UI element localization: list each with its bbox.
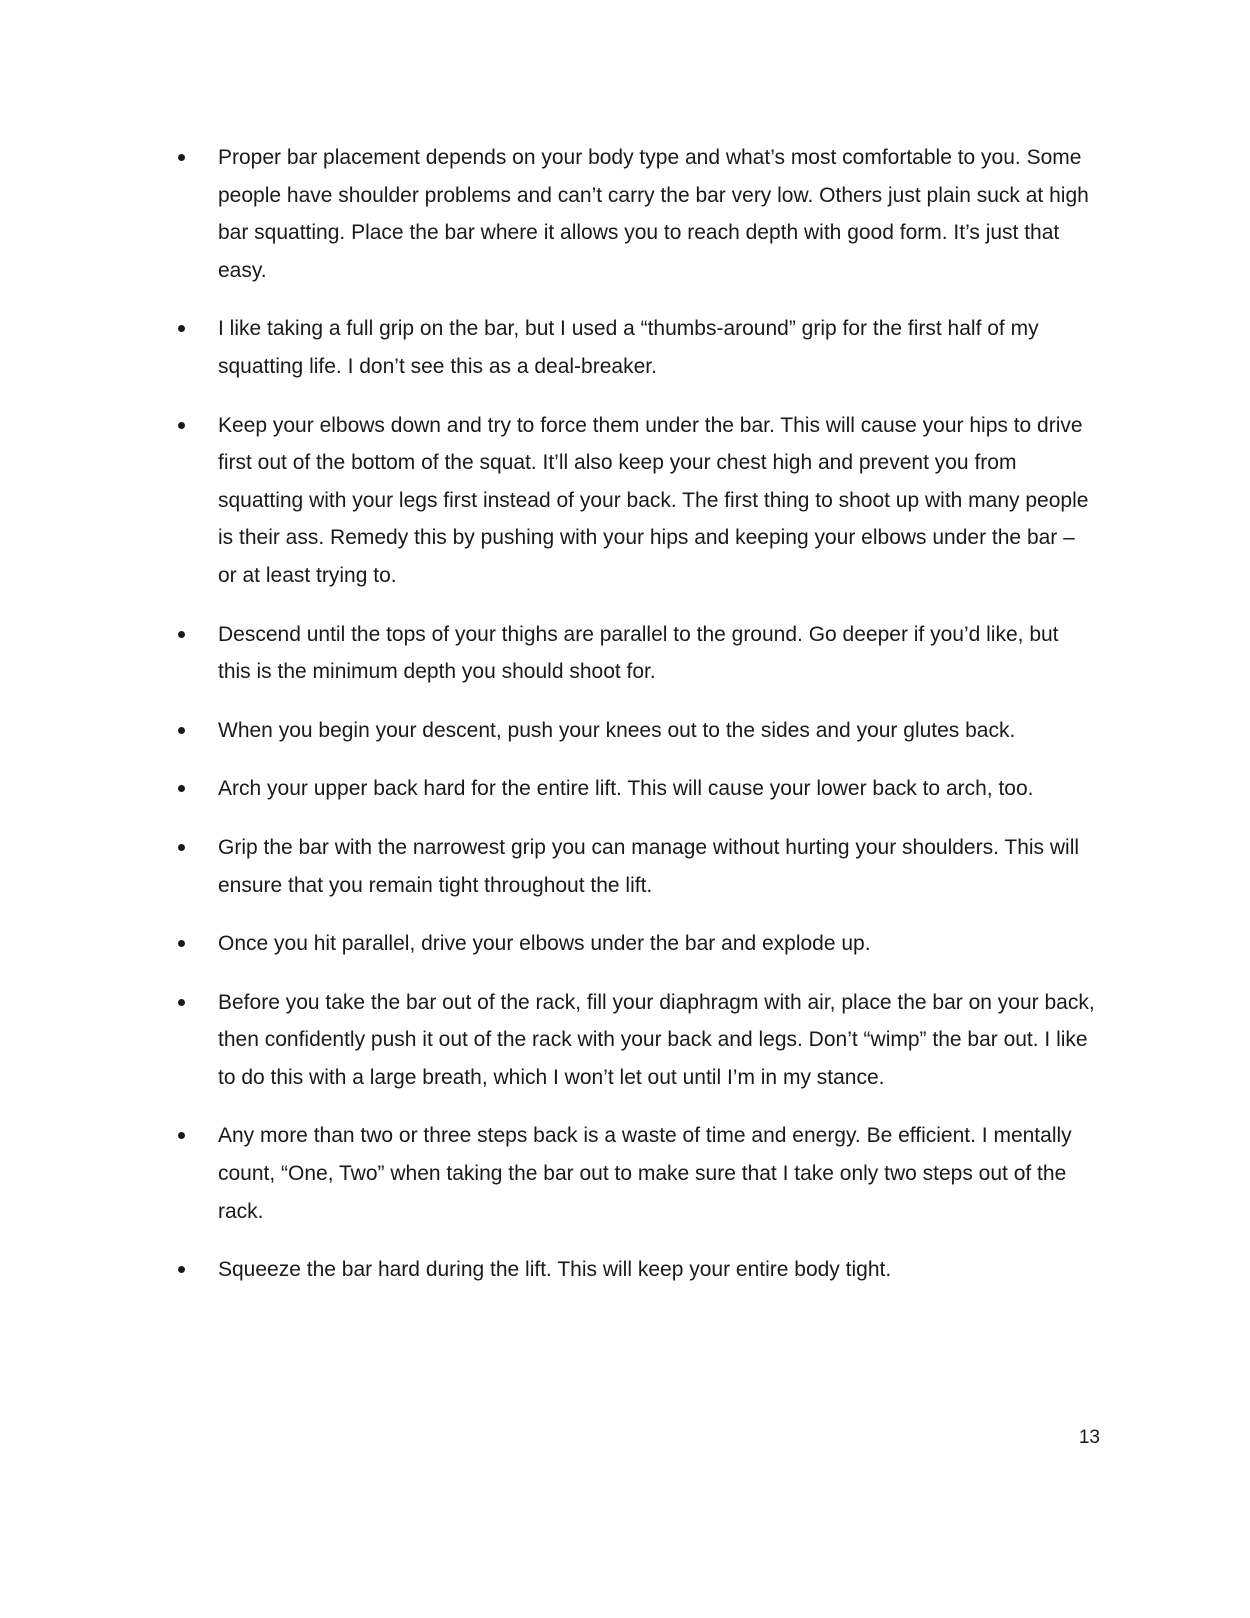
list-item	[176, 984, 1096, 1097]
bullet-point-icon	[178, 1132, 185, 1139]
list-item-text: Any more than two or three steps back is a waste of time and energy. Be efficient. I mentally count, “One, Two” when taking the bar out to make sure that I take only two steps out of the rack.	[218, 1124, 1072, 1223]
bullet-point-icon	[178, 844, 185, 851]
list-item-text: I like taking a full grip on the bar, but I used a “thumbs-around” grip for the first half of my squatting life. I don’t see this as a deal-breaker.	[218, 317, 1039, 378]
list-item-text: Once you hit parallel, drive your elbows under the bar and explode up.	[218, 932, 871, 956]
bullet-point-icon	[178, 325, 185, 332]
list-item	[176, 1117, 1096, 1230]
list-item-text: When you begin your descent, push your knees out to the sides and your glutes back.	[218, 718, 1016, 742]
list-item-text: Descend until the tops of your thighs are parallel to the ground. Go deeper if you’d like, but this is the minimum depth you should shoot for.	[218, 622, 1059, 684]
bullet-point-icon	[178, 422, 185, 429]
list-item	[176, 770, 1096, 808]
bullet-list	[176, 139, 1096, 1310]
list-item	[176, 925, 1096, 963]
bullet-point-icon	[178, 999, 185, 1006]
bullet-point-icon	[178, 940, 185, 947]
list-item	[176, 829, 1096, 904]
list-item-text: Before you take the bar out of the rack, fill your diaphragm with air, place the bar on your back, then confidently push it out of the rack with your back and legs. Don’t “wimp” the bar out. I like to do this with a large breath, which I won’t let out until I’m in my stance.	[218, 990, 1095, 1089]
bullet-point-icon	[178, 785, 185, 792]
list-item	[176, 712, 1096, 750]
bullet-point-icon	[178, 1266, 185, 1273]
list-item-text: Arch your upper back hard for the entire lift. This will cause your lower back to arch, too.	[218, 777, 1034, 801]
list-item-text: Grip the bar with the narrowest grip you can manage without hurting your shoulders. This will ensure that you remain tight throughout the lift.	[218, 835, 1080, 897]
list-item-text: Proper bar placement depends on your body type and what’s most comfortable to you. Some people have shoulder problems and can’t carry the bar very low. Others just plain suck at high bar squatting. Place the bar where it allows you to reach depth with good form. It’s just that easy.	[218, 146, 1089, 282]
list-item-text: Keep your elbows down and try to force them under the bar. This will cause your hips to drive first out of the bottom of the squat. It’ll also keep your chest high and prevent you from squatting with your legs first instead of your back. The first thing to shoot up with many people is their ass. Remedy this by pushing with your hips and keeping your elbows under the bar – or at least trying to.	[218, 413, 1089, 587]
list-item	[176, 407, 1096, 595]
page-number: 13	[1078, 1427, 1100, 1448]
bullet-point-icon	[178, 727, 185, 734]
bullet-point-icon	[178, 631, 185, 638]
list-item	[176, 310, 1096, 385]
list-item-text: Squeeze the bar hard during the lift. This will keep your entire body tight.	[218, 1258, 892, 1282]
list-item	[176, 616, 1096, 691]
list-item	[176, 1251, 1096, 1289]
bullet-point-icon	[178, 154, 185, 161]
list-item	[176, 139, 1096, 289]
